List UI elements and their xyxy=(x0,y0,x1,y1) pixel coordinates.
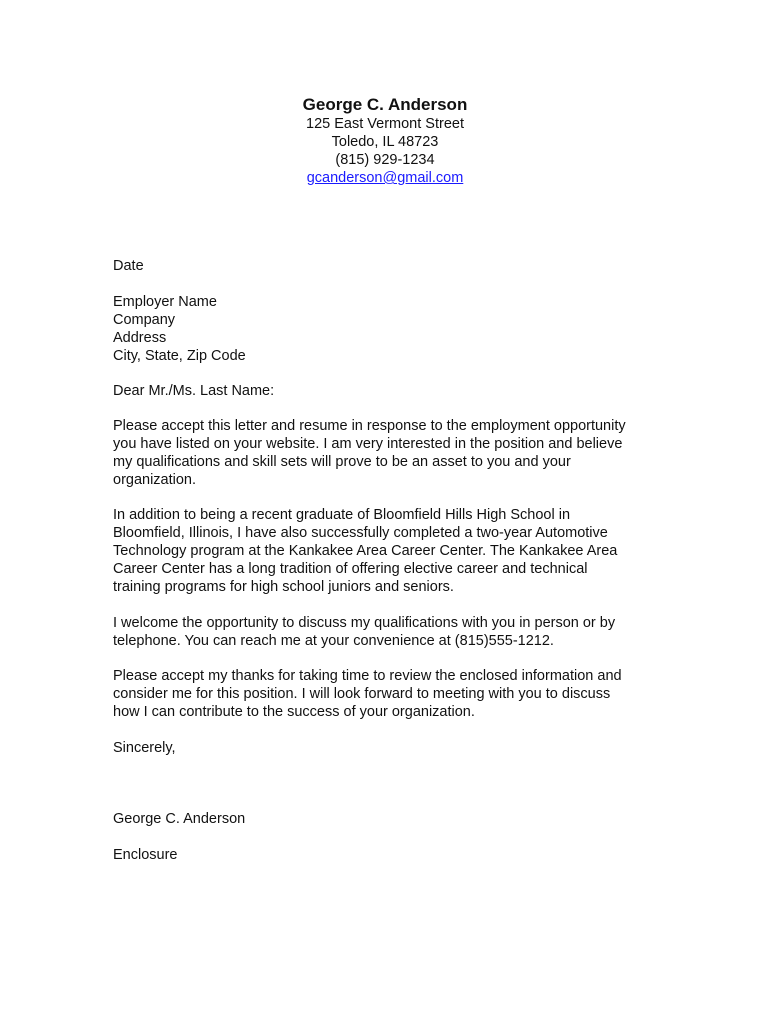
paragraph-1 xyxy=(113,417,673,489)
paragraph-line: telephone. You can reach me at your convenience at (815)555-1212. xyxy=(113,633,554,649)
sender-name: George C. Anderson xyxy=(302,95,468,114)
date-text: Date xyxy=(113,258,144,274)
paragraph-line: organization. xyxy=(113,472,197,488)
paragraph-4 xyxy=(113,667,673,721)
paragraph-3 xyxy=(113,614,673,650)
sender-email-link[interactable]: gcanderson@gmail.com xyxy=(306,170,464,186)
sender-phone: (815) 929-1234 xyxy=(335,152,435,168)
sender-city-line: Toledo, IL 48723 xyxy=(331,134,439,150)
signature xyxy=(113,810,673,828)
paragraph-line: you have listed on your website. I am very interested in the position and believe xyxy=(113,436,623,452)
paragraph-2 xyxy=(113,506,673,596)
paragraph-line: Technology program at the Kankakee Area Career Center. The Kankakee Area xyxy=(113,543,618,559)
company: Company xyxy=(113,312,176,328)
paragraph-line: my qualifications and skill sets will prove to be an asset to you and your xyxy=(113,454,571,470)
recipient-block xyxy=(113,293,673,365)
paragraph-line: how I can contribute to the success of your organization. xyxy=(113,704,475,720)
paragraph-line: Bloomfield, Illinois, I have also successfully completed a two-year Automotive xyxy=(113,525,608,541)
letterhead xyxy=(0,94,770,187)
paragraph-line: training programs for high school juniors and seniors. xyxy=(113,579,454,595)
enclosure xyxy=(113,846,673,864)
paragraph-line: consider me for this position. I will look forward to meeting with you to discuss xyxy=(113,686,611,702)
paragraph-line: Please accept this letter and resume in response to the employment opportunity xyxy=(113,418,626,434)
closing-text: Sincerely, xyxy=(113,740,176,756)
city-state-zip: City, State, Zip Code xyxy=(113,348,246,364)
address: Address xyxy=(113,330,167,346)
salutation-text: Dear Mr./Ms. Last Name: xyxy=(113,383,275,399)
paragraph-line: Please accept my thanks for taking time to review the enclosed information and xyxy=(113,668,622,684)
date-line xyxy=(113,257,673,275)
sender-street: 125 East Vermont Street xyxy=(306,116,464,132)
paragraph-line: In addition to being a recent graduate of Bloomfield Hills High School in xyxy=(113,507,571,523)
salutation xyxy=(113,382,673,400)
enclosure-text: Enclosure xyxy=(113,847,178,863)
signature-name: George C. Anderson xyxy=(113,811,246,827)
paragraph-line: I welcome the opportunity to discuss my qualifications with you in person or by xyxy=(113,615,616,631)
employer-name: Employer Name xyxy=(113,294,217,310)
paragraph-line: Career Center has a long tradition of offering elective career and technical xyxy=(113,561,588,577)
closing xyxy=(113,739,673,757)
